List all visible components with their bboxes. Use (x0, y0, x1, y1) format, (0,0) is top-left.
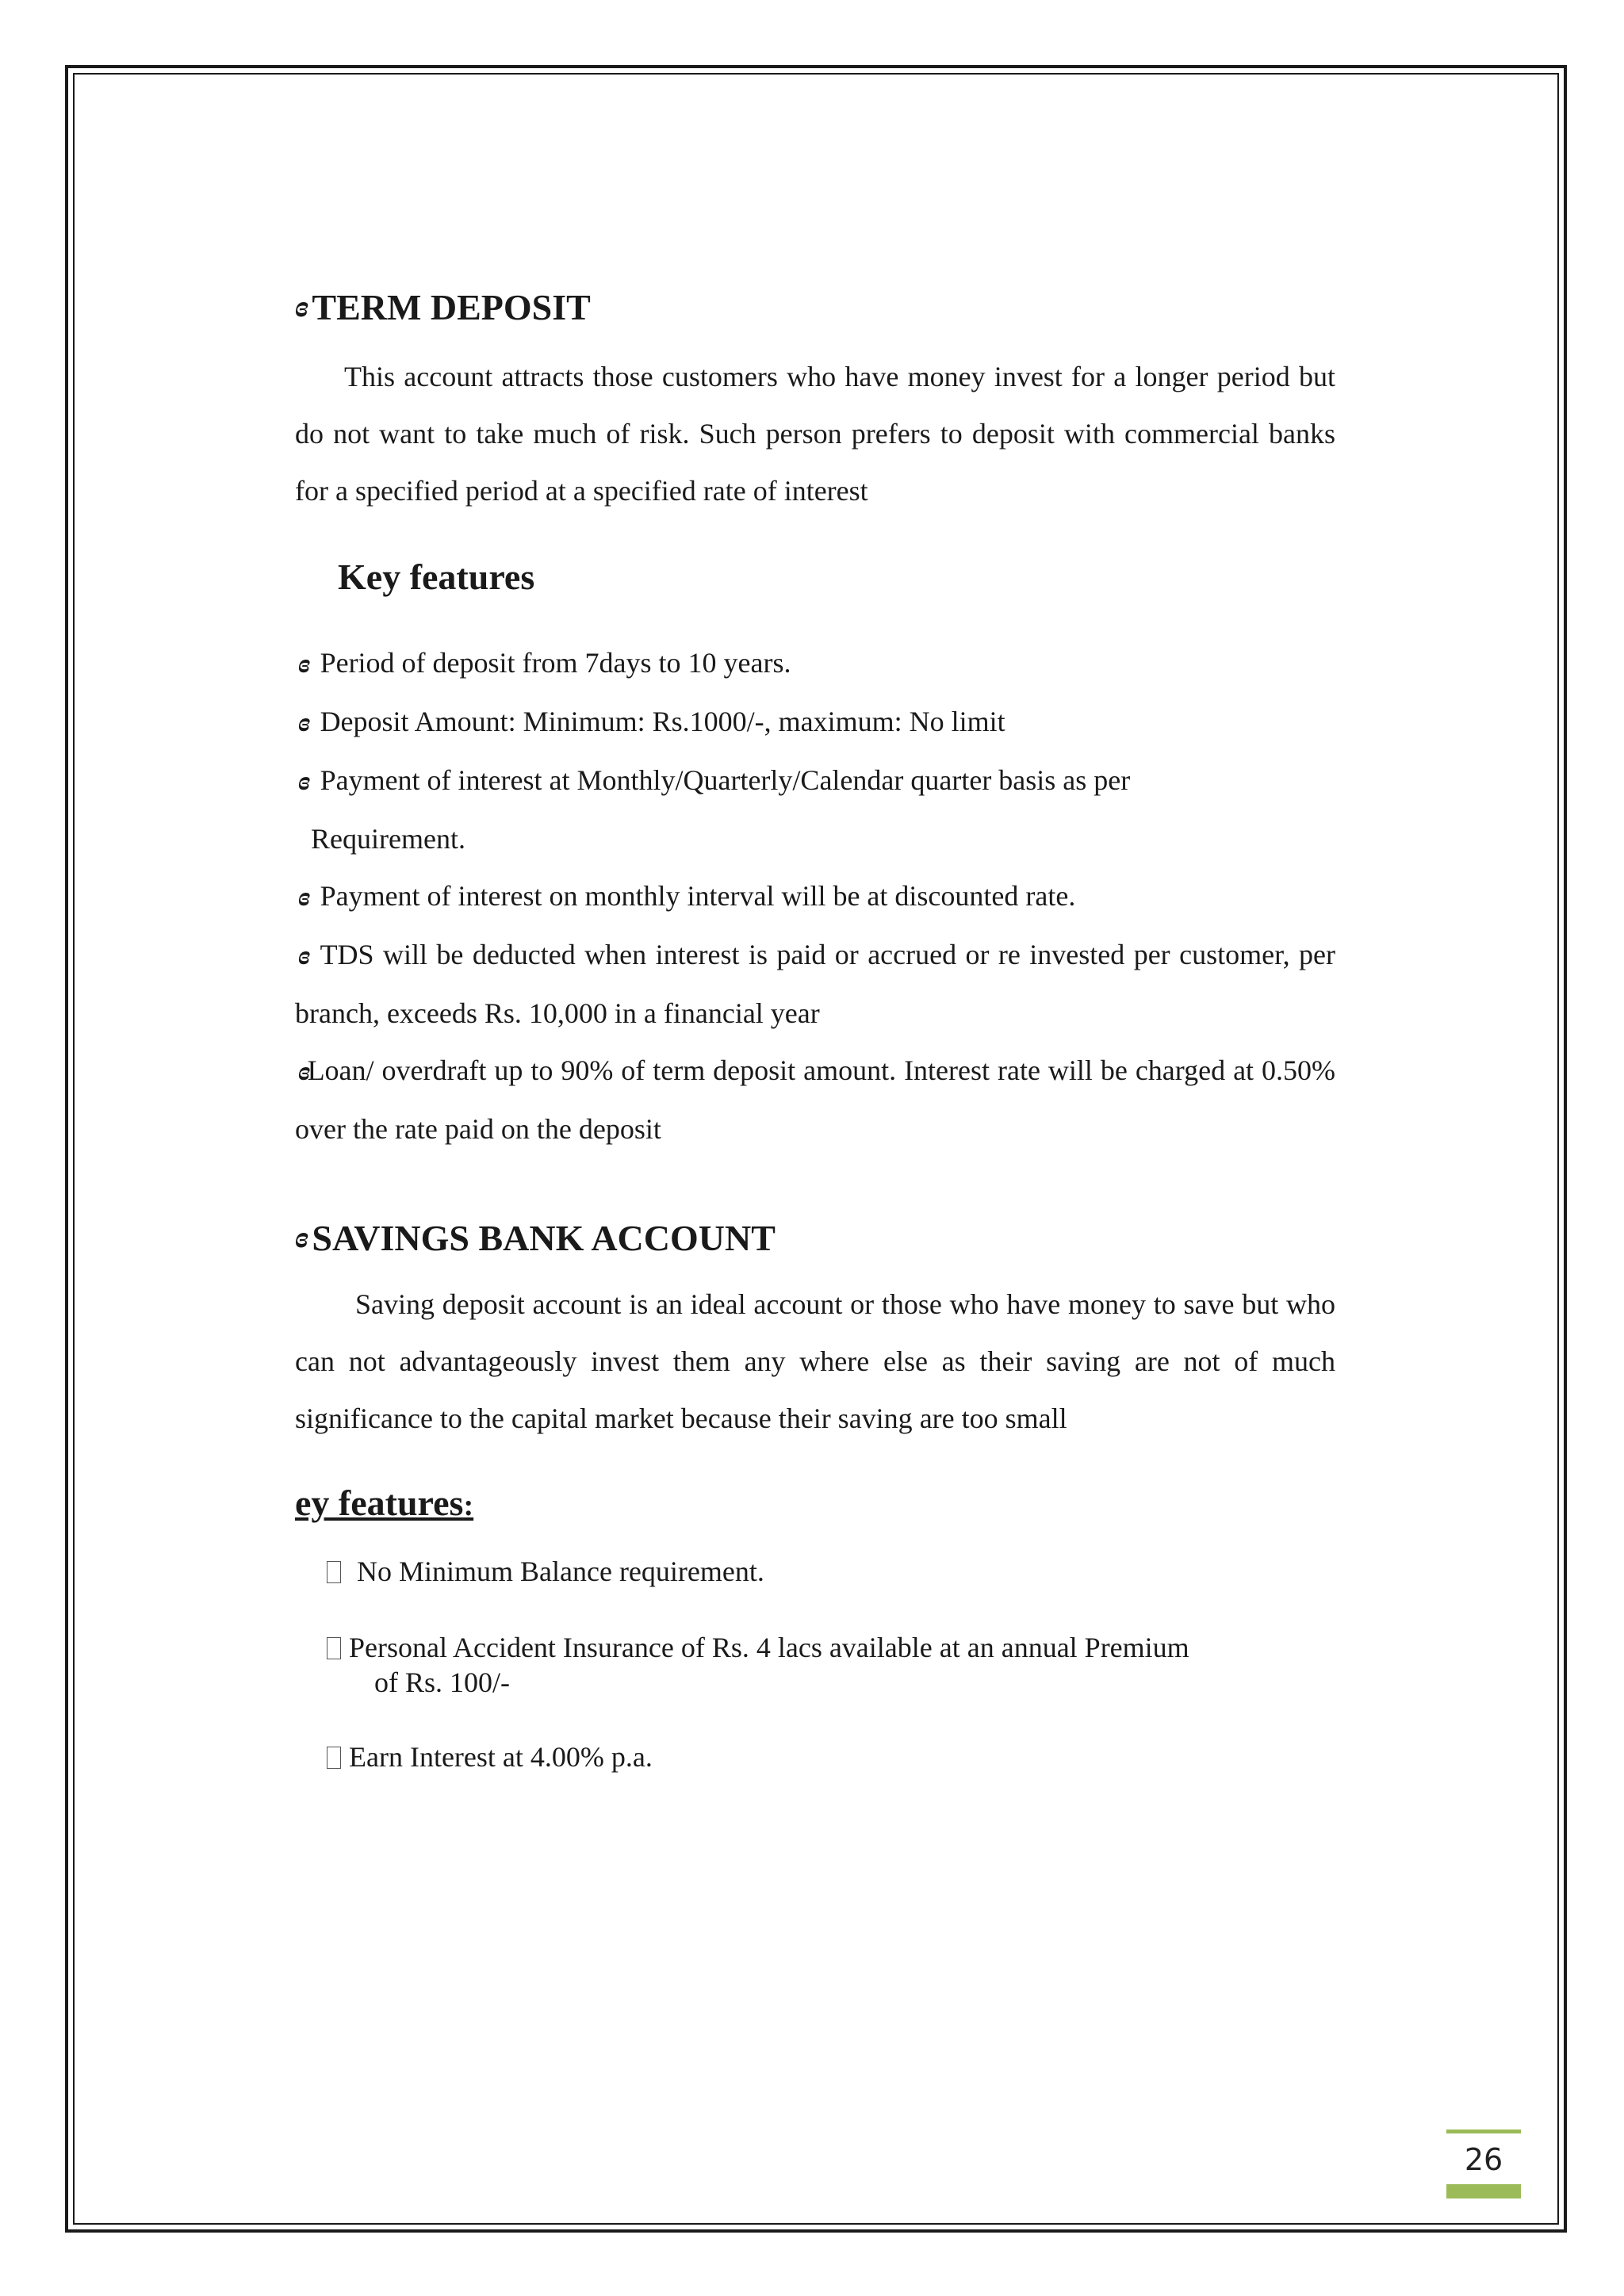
feature-continuation: Requirement. (311, 823, 465, 855)
savings-intro (295, 1276, 1335, 1447)
intro-line: save but who can not advantageously invest them any where else as their (295, 1288, 1336, 1378)
page-number: 26 (1464, 2142, 1503, 2177)
key-features-colon: : (463, 1489, 474, 1523)
feature-item (295, 752, 1335, 810)
feature-text: charged at 0.50% over the rate paid on the deposit (295, 1054, 1336, 1146)
feature-text: Payment of interest on monthly interval will be at discounted rate. (320, 880, 1076, 913)
intro-line: with commercial banks for a specified period at a specified rate of interest (295, 418, 1336, 507)
checkbox-glyph-icon (327, 1637, 341, 1659)
feature-text: Earn Interest at 4.00% p.a. (349, 1741, 653, 1774)
feature-text: Deposit Amount: Minimum: Rs.1000/-, maximum: No limit (320, 706, 1005, 738)
savings-key-features-heading (295, 1482, 1335, 1524)
feature-item (295, 926, 1335, 1042)
feature-text: No Minimum Balance requirement. (357, 1556, 764, 1588)
ornament-bullet-icon: ɞ (298, 767, 308, 797)
page-number-accent-bar (1446, 2184, 1521, 2198)
term-deposit-features (295, 634, 1335, 1158)
term-deposit-intro (295, 348, 1335, 519)
feature-item (295, 1630, 1335, 1665)
intro-line: period but do not want to take much of risk. Such person prefers to deposit (295, 361, 1335, 450)
term-deposit-title: TERM DEPOSIT (312, 287, 591, 327)
page-number-block (1446, 2130, 1521, 2198)
feature-item (295, 1739, 1335, 1774)
feature-text: Personal Accident Insurance of Rs. 4 lacs available at an annual Premium (349, 1632, 1189, 1664)
feature-text: Loan/ overdraft up to 90% of term deposit amount. Interest rate will be (307, 1054, 1128, 1087)
ornament-bullet-icon: ɞ (298, 708, 308, 738)
savings-heading (295, 1216, 1335, 1260)
feature-text: customer, per branch, exceeds Rs. 10,000 in a financial year (295, 939, 1335, 1030)
ornament-bullet-icon: ɞ (298, 941, 308, 971)
page-content (295, 285, 1335, 1774)
checkbox-glyph-icon (327, 1561, 341, 1583)
feature-item (295, 693, 1335, 752)
ornament-bullet-icon: ɞ (295, 289, 306, 323)
feature-text: Payment of interest at Monthly/Quarterly/Calendar quarter basis as per (320, 764, 1131, 797)
feature-item (295, 1042, 1335, 1158)
intro-line: This account attracts those customers who have money invest for a longer (344, 361, 1208, 393)
savings-title: SAVINGS BANK ACCOUNT (312, 1218, 776, 1259)
ornament-bullet-icon: ɞ (298, 1057, 308, 1087)
ornament-bullet-icon: ɞ (298, 882, 308, 913)
feature-continuation: of Rs. 100/- (374, 1667, 510, 1699)
intro-line: are too small (919, 1402, 1067, 1435)
ornament-bullet-icon: ɞ (298, 649, 308, 679)
feature-item (295, 1554, 1335, 1589)
feature-item (295, 867, 1335, 926)
feature-text: Period of deposit from 7days to 10 years. (320, 647, 791, 679)
savings-features (295, 1554, 1335, 1774)
term-deposit-heading (295, 285, 1335, 329)
key-features-text: ey features (295, 1483, 464, 1524)
key-features-heading: Key features (338, 557, 535, 598)
feature-text: TDS will be deducted when interest is paid or accrued or re invested per (320, 939, 1170, 971)
feature-item (295, 634, 1335, 693)
checkbox-glyph-icon (327, 1747, 341, 1769)
ornament-bullet-icon: ɞ (295, 1220, 306, 1254)
intro-line: saving are not of much significance to the capital market because their saving (295, 1345, 1336, 1435)
intro-line: Saving deposit account is an ideal account or those who have money to (355, 1288, 1176, 1321)
